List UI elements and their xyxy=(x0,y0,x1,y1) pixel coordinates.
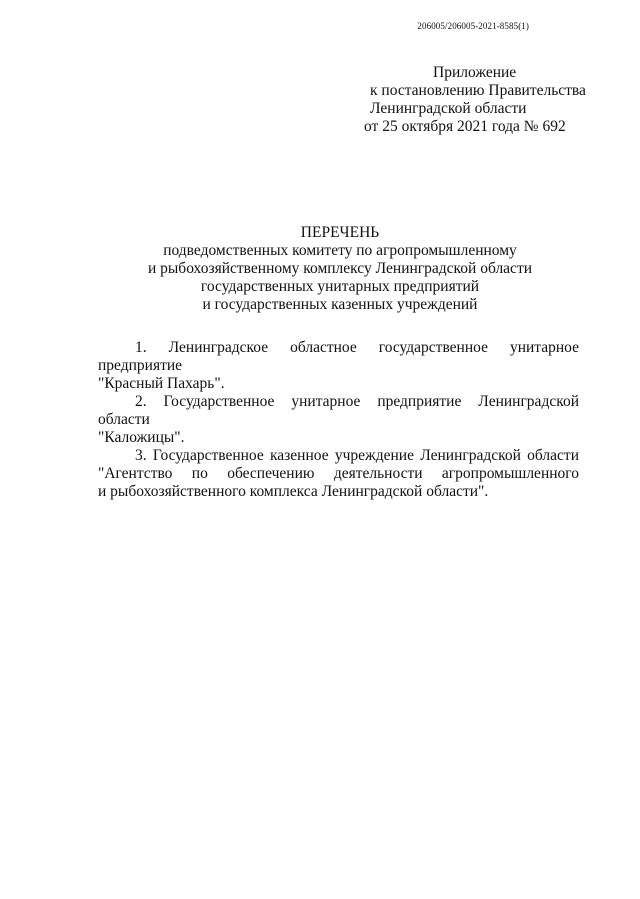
heading-line-4: и государственных казенных учреждений xyxy=(202,296,478,313)
appendix-line-2: Ленинградской области xyxy=(370,100,527,117)
list-item xyxy=(98,393,579,447)
list-item-line: и рыбохозяйственного комплекса Ленинградской области". xyxy=(98,483,489,500)
list-item xyxy=(98,447,579,501)
heading-line-3: государственных унитарных предприятий xyxy=(200,278,480,295)
list-heading xyxy=(100,224,580,314)
list-item-line: "Агентство по обеспечению деятельности агропромышленного xyxy=(98,465,579,482)
list-item xyxy=(98,339,579,393)
appendix-line-3: от 25 октября 2021 года № 692 xyxy=(364,118,566,135)
list-item-line: 1. Ленинградское областное государственное унитарное предприятие xyxy=(98,339,579,374)
appendix-title: Приложение xyxy=(433,64,517,81)
heading-title: ПЕРЕЧЕНЬ xyxy=(300,224,380,241)
appendix-line-1: к постановлению Правительства xyxy=(370,82,586,99)
organization-list xyxy=(98,339,579,501)
heading-line-1: подведомственных комитету по агропромышленному xyxy=(163,242,517,259)
list-item-line: "Каложицы". xyxy=(98,429,185,446)
list-item-line: 2. Государственное унитарное предприятие Ленинградской области xyxy=(98,393,579,428)
heading-line-2: и рыбохозяйственному комплексу Ленинградской области xyxy=(147,260,533,277)
list-item-line: "Красный Пахарь". xyxy=(98,375,225,392)
document-id: 206005/206005-2021-8585(1) xyxy=(417,21,529,31)
appendix-block xyxy=(364,64,586,136)
list-item-line: 3. Государственное казенное учреждение Ленинградской области xyxy=(135,447,579,464)
